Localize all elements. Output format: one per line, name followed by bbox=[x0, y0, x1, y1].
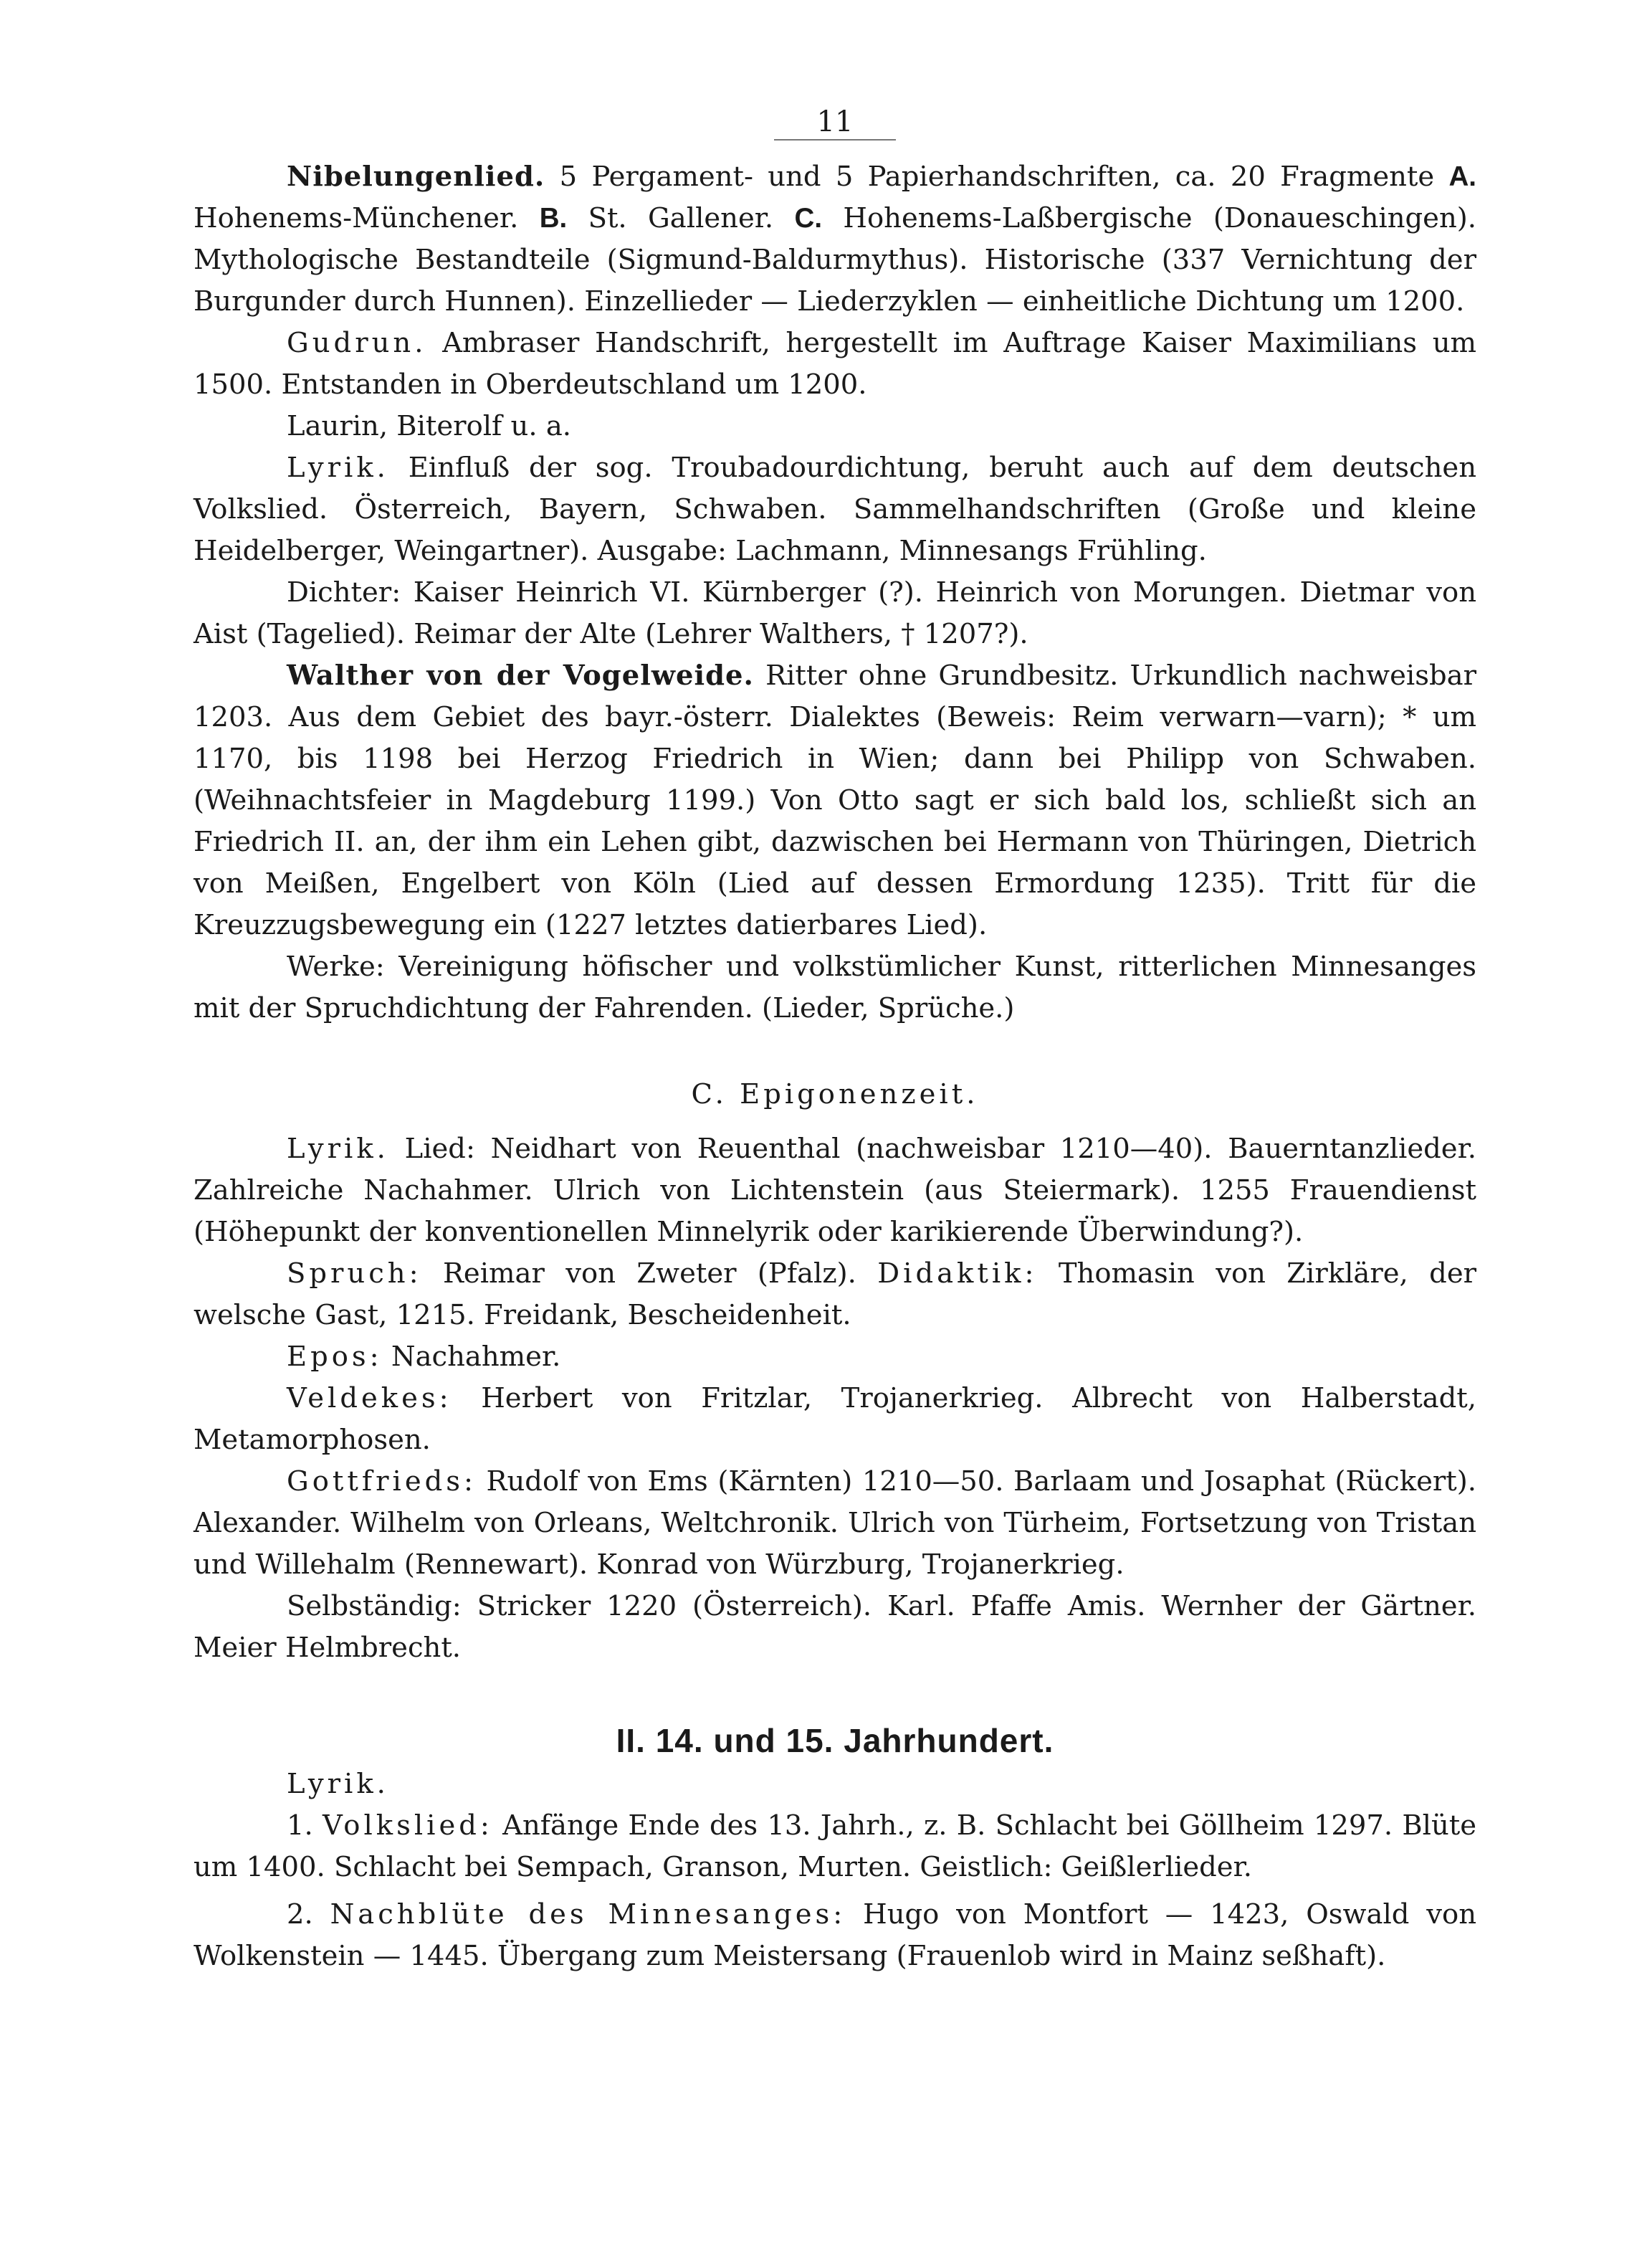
paragraph-lyrik-heading bbox=[194, 1764, 1476, 1805]
label-manuscript-c: C. bbox=[794, 203, 823, 234]
heading-nibelungenlied: Nibelungenlied. bbox=[287, 161, 545, 193]
number-volkslied: 1. bbox=[287, 1809, 313, 1842]
text-epos: Nachahmer. bbox=[382, 1341, 561, 1373]
paragraph-veldekes bbox=[194, 1378, 1476, 1461]
text-spruch-1: Reimar von Zweter (Pfalz). bbox=[421, 1257, 878, 1290]
heading-epigonen-lyrik: Lyrik. bbox=[287, 1133, 389, 1165]
text-nib-2: Hohenems-Münchener. bbox=[194, 202, 540, 234]
heading-selbstaendig: Selbständig: bbox=[287, 1590, 462, 1622]
heading-gottfrieds: Gottfrieds: bbox=[287, 1465, 477, 1498]
text-nachbluete: Hugo von Montfort — 1423, Oswald von Wolkenstein — 1445. Übergang zum Meistersang (Frauenlob wird in Mainz seßhaft). bbox=[194, 1898, 1476, 1972]
paragraph-epigonen-lyrik bbox=[194, 1128, 1476, 1253]
text-selbstaendig: Stricker 1220 (Österreich). Karl. Pfaffe Amis. Wernher der Gärtner. Meier Helmbrecht. bbox=[194, 1590, 1476, 1664]
page-number: 11 bbox=[816, 105, 854, 138]
heading-nachbluete: Nachblüte des Minnesanges: bbox=[330, 1898, 846, 1931]
text-gottfrieds: Rudolf von Ems (Kärnten) 1210—50. Barlaam und Josaphat (Rückert). Alexander. Wilhelm von Orleans, Weltchronik. Ulrich von Türheim, Fortsetzung von Tristan und Willehalm (Rennewart). Konrad von Würzburg, Trojanerkrieg. bbox=[194, 1465, 1476, 1581]
text-nib-3: St. Gallener. bbox=[567, 202, 795, 234]
section-heading-14-15-jahrhundert: II. 14. und 15. Jahrhundert. bbox=[616, 1722, 1054, 1759]
heading-lyrik: Lyrik. bbox=[287, 452, 389, 484]
paragraph-laurin: Laurin, Biterolf u. a. bbox=[287, 410, 572, 442]
number-nachbluete: 2. bbox=[287, 1898, 313, 1931]
heading-epos: Epos: bbox=[287, 1341, 383, 1373]
heading-lyrik-14-15: Lyrik. bbox=[287, 1768, 389, 1800]
document-page bbox=[194, 105, 1477, 1977]
heading-spruch: Spruch: bbox=[287, 1257, 422, 1290]
paragraph-nachbluete bbox=[194, 1894, 1476, 1977]
heading-veldekes: Veldekes: bbox=[287, 1382, 452, 1414]
paragraph-dichter: Dichter: Kaiser Heinrich VI. Kürnberger (?). Heinrich von Morungen. Dietmar von Aist (Tagelied). Reimar der Alte (Lehrer Walthers, † 1207?). bbox=[194, 576, 1476, 650]
paragraph-volkslied bbox=[194, 1805, 1476, 1888]
label-manuscript-a: A. bbox=[1448, 161, 1476, 192]
paragraph-gottfrieds bbox=[194, 1461, 1476, 1586]
heading-didaktik: Didaktik: bbox=[877, 1257, 1038, 1290]
page-number-rule bbox=[774, 139, 896, 141]
text-walther: Ritter ohne Grundbesitz. Urkundlich nachweisbar 1203. Aus dem Gebiet des bayr.-österr. Dialektes (Beweis: Reim verwarn—varn); * um 1170, bis 1198 bei Herzog Friedrich in Wien; dann bei Philipp von Schwaben. (Weihnachtsfeier in Magdeburg 1199.) Von Otto sagt er sich bald los, schließt sich an Friedrich II. an, der ihm ein Lehen gibt, dazwischen bei Hermann von Thüringen, Dietrich von Meißen, Engelbert von Köln (Lied auf dessen Ermordung 1235). Tritt für die Kreuzzugsbewegung ein (1227 letztes datierbares Lied). bbox=[194, 660, 1476, 941]
text-veldekes: Herbert von Fritzlar, Trojanerkrieg. Albrecht von Halberstadt, Metamorphosen. bbox=[194, 1382, 1476, 1456]
paragraph-selbstaendig bbox=[194, 1586, 1476, 1669]
text-nib-4: Hohenems-Laßbergische (Donaueschingen). Mythologische Bestandteile (Sigmund-Baldurmythus). Historische (337 Vernichtung der Burgunder durch Hunnen). Einzellieder — Liederzyklen — einheitliche Dichtung um 1200. bbox=[194, 202, 1476, 318]
text-spruch-2: Thomasin von Zirkläre, der welsche Gast, 1215. Freidank, Bescheidenheit. bbox=[194, 1257, 1477, 1331]
paragraph-walther bbox=[194, 655, 1476, 946]
paragraph-spruch bbox=[194, 1253, 1476, 1336]
text-volkslied: Anfänge Ende des 13. Jahrh., z. B. Schlacht bei Göllheim 1297. Blüte um 1400. Schlacht bei Sempach, Granson, Murten. Geistlich: Geißlerlieder. bbox=[194, 1809, 1476, 1883]
paragraph-gudrun bbox=[194, 323, 1476, 406]
label-manuscript-b: B. bbox=[539, 203, 568, 234]
text-nib-1: 5 Pergament- und 5 Papierhandschriften, ca. 20 Fragmente bbox=[545, 161, 1449, 193]
heading-walther: Walther von der Vogelweide. bbox=[287, 660, 754, 692]
heading-volkslied: Volkslied: bbox=[323, 1809, 493, 1842]
heading-gudrun: Gudrun. bbox=[287, 327, 427, 359]
paragraph-epos bbox=[194, 1336, 1476, 1378]
section-heading-epigonenzeit: C. Epigonenzeit. bbox=[691, 1078, 979, 1110]
paragraph-werke: Werke: Vereinigung höfischer und volkstümlicher Kunst, ritterlichen Minnesanges mit der Spruchdichtung der Fahrenden. (Lieder, Sprüche.) bbox=[194, 951, 1476, 1024]
text-epigonen-lyrik: Lied: Neidhart von Reuenthal (nachweisbar 1210—40). Bauerntanzlieder. Zahlreiche Nachahmer. Ulrich von Lichtenstein (aus Steiermark). 1255 Frauendienst (Höhepunkt der konventionellen Minnelyrik oder karikierende Überwindung?). bbox=[194, 1133, 1476, 1248]
paragraph-nibelungenlied bbox=[194, 156, 1476, 323]
paragraph-lyrik bbox=[194, 447, 1476, 572]
text-lyrik: Einfluß der sog. Troubadourdichtung, beruht auch auf dem deutschen Volkslied. Österreich, Bayern, Schwaben. Sammelhandschriften (Große und kleine Heidelberger, Weingartner). Ausgabe: Lachmann, Minnesangs Frühling. bbox=[194, 452, 1476, 567]
text-gudrun: Ambraser Handschrift, hergestellt im Auftrage Kaiser Maximilians um 1500. Entstanden in Oberdeutschland um 1200. bbox=[194, 327, 1476, 401]
